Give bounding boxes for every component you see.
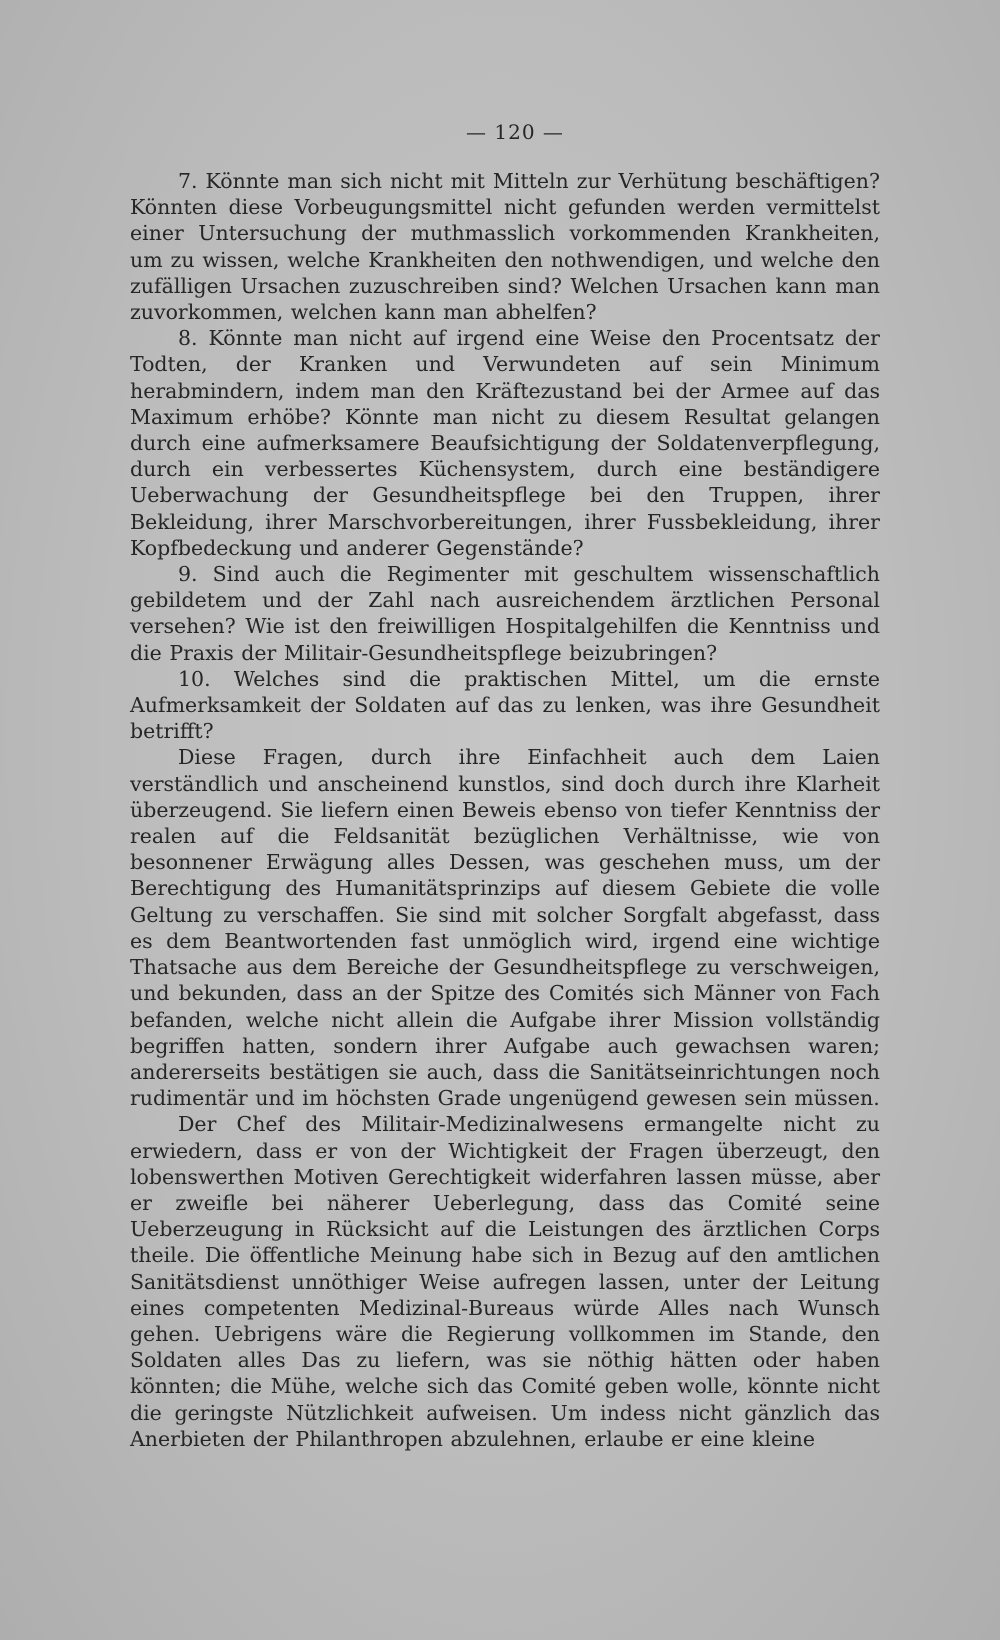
paragraph-question-7: 7. Könnte man sich nicht mit Mitteln zur Verhütung beschäftigen? Könnten diese Vorbeugungsmittel nicht gefunden werden vermittelst einer Untersuchung der muthmasslich vorkommenden Krankheiten, um zu wissen, welche Krankheiten den nothwendigen, und welche den zufälligen Ursachen zuzuschreiben sind? Welchen Ursachen kann man zuvorkommen, welchen kann man abhelfen? (130, 169, 880, 325)
page-number-header: — 120 — (466, 120, 564, 144)
page-content (130, 118, 880, 1452)
paragraph-question-10: 10. Welches sind die praktischen Mittel, um die ernste Aufmerksamkeit der Soldaten auf das zu lenken, was ihre Gesundheit betrifft? (130, 666, 880, 744)
paragraph-question-8: 8. Könnte man nicht auf irgend eine Weise den Procentsatz der Todten, der Kranken und Verwundeten auf sein Minimum herabmindern, indem man den Kräftezustand bei der Armee auf das Maximum erhöbe? Könnte man nicht zu diesem Resultat gelangen durch eine aufmerksamere Beaufsichtigung der Soldatenverpflegung, durch ein verbessertes Küchensystem, durch eine beständigere Ueberwachung der Gesundheitspflege bei den Truppen, ihrer Bekleidung, ihrer Marschvorbereitungen, ihrer Fussbekleidung, ihrer Kopfbedeckung und anderer Gegenstände? (130, 326, 880, 560)
paragraph-question-9: 9. Sind auch die Regimenter mit geschultem wissenschaftlich gebildetem und der Zahl nach ausreichendem ärztlichen Personal versehen? Wie ist den freiwilligen Hospitalgehilfen die Kenntniss und die Praxis der Militair-Gesundheitspflege beizubringen? (130, 562, 880, 665)
paragraph-chief-response: Der Chef des Militair-Medizinalwesens ermangelte nicht zu erwiedern, dass er von der Wichtigkeit der Fragen überzeugt, den lobenswerthen Motiven Gerechtigkeit widerfahren lassen müsse, aber er zweifle bei näherer Ueberlegung, dass das Comité seine Ueberzeugung in Rücksicht auf die Leistungen des ärztlichen Corps theile. Die öffentliche Meinung habe sich in Bezug auf den amtlichen Sanitätsdienst unnöthiger Weise aufregen lassen, unter der Leitung eines competenten Medizinal-Bureaus würde Alles nach Wunsch gehen. Uebrigens wäre die Regierung vollkommen im Stande, den Soldaten alles Das zu liefern, was sie nöthig hätten oder haben könnten; die Mühe, welche sich das Comité geben wolle, könnte nicht die geringste Nützlichkeit aufweisen. Um indess nicht gänzlich das Anerbieten der Philanthropen abzulehnen, erlaube er eine kleine (130, 1112, 880, 1451)
paragraph-commentary: Diese Fragen, durch ihre Einfachheit auch dem Laien verständlich und anscheinend kunstlos, sind doch durch ihre Klarheit überzeugend. Sie liefern einen Beweis ebenso von tiefer Kenntniss der realen auf die Feldsanität bezüglichen Verhältnisse, wie von besonnener Erwägung alles Dessen, was geschehen muss, um der Berechtigung des Humanitätsprinzips auf diesem Gebiete die volle Geltung zu verschaffen. Sie sind mit solcher Sorgfalt abgefasst, dass es dem Beantwortenden fast unmöglich wird, irgend eine wichtige Thatsache aus dem Bereiche der Gesundheitspflege zu verschweigen, und bekunden, dass an der Spitze des Comités sich Männer von Fach befanden, welche nicht allein die Aufgabe ihrer Mission vollständig begriffen hatten, sondern ihrer Aufgabe auch gewachsen waren; andererseits bestätigen sie auch, dass die Sanitätseinrichtungen noch rudimentär und im höchsten Grade ungenügend gewesen sein müssen. (130, 745, 880, 1111)
